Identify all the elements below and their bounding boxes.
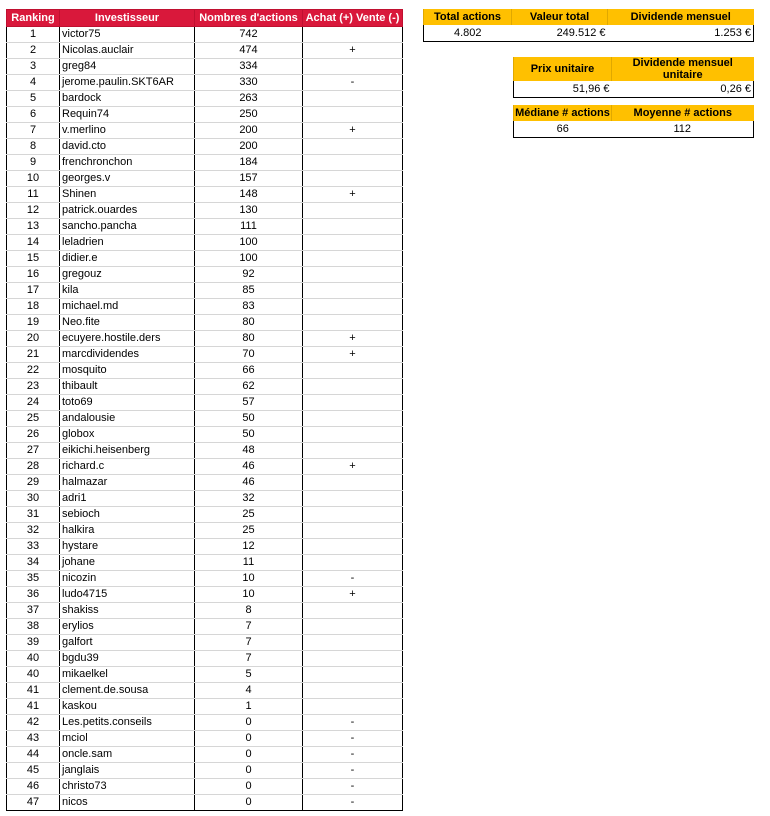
monthly-dividend-value[interactable]: 1.253 € [608,25,754,42]
shares-cell[interactable]: 66 [195,363,303,379]
table-row [7,763,403,779]
table-row [7,587,403,603]
shares-cell[interactable]: 250 [195,107,303,123]
investor-cell[interactable]: frenchronchon [60,155,195,171]
trade-cell[interactable] [303,251,403,267]
investor-cell[interactable]: leladrien [60,235,195,251]
shares-cell[interactable]: 48 [195,443,303,459]
trade-cell[interactable] [303,139,403,155]
table-row [7,123,403,139]
shares-cell[interactable]: 148 [195,187,303,203]
investor-cell[interactable]: halmazar [60,475,195,491]
shares-cell[interactable]: 32 [195,491,303,507]
shares-cell[interactable]: 334 [195,59,303,75]
rank-cell[interactable]: 21 [7,347,60,363]
table-row [7,235,403,251]
investor-cell[interactable]: Les.petits.conseils [60,715,195,731]
header-monthly-dividend: Dividende mensuel [608,9,754,25]
table-row [7,187,403,203]
shares-cell[interactable]: 46 [195,475,303,491]
investor-cell[interactable]: kila [60,283,195,299]
table-row [7,539,403,555]
rank-cell[interactable]: 31 [7,507,60,523]
investor-cell[interactable]: patrick.ouardes [60,203,195,219]
shares-cell[interactable]: 7 [195,619,303,635]
investor-cell[interactable]: mciol [60,731,195,747]
shares-cell[interactable]: 62 [195,379,303,395]
table-row [7,299,403,315]
header-total-value: Valeur total [512,9,608,25]
investor-cell[interactable]: shakiss [60,603,195,619]
rank-cell[interactable]: 27 [7,443,60,459]
table-row [7,219,403,235]
investor-cell[interactable]: richard.c [60,459,195,475]
trade-cell[interactable] [303,27,403,43]
investor-cell[interactable]: Neo.fite [60,315,195,331]
rank-cell[interactable]: 18 [7,299,60,315]
rank-cell[interactable]: 1 [7,27,60,43]
trade-cell[interactable]: - [303,571,403,587]
rank-cell[interactable]: 34 [7,555,60,571]
shares-cell[interactable]: 25 [195,523,303,539]
investor-cell[interactable]: Shinen [60,187,195,203]
investor-cell[interactable]: jerome.paulin.SKT6AR [60,75,195,91]
shares-cell[interactable]: 184 [195,155,303,171]
investor-cell[interactable]: michael.md [60,299,195,315]
trade-cell[interactable] [303,235,403,251]
table-row [7,699,403,715]
trade-cell[interactable] [303,411,403,427]
rank-cell[interactable]: 16 [7,267,60,283]
investor-cell[interactable]: georges.v [60,171,195,187]
rank-cell[interactable]: 39 [7,635,60,651]
shares-cell[interactable]: 80 [195,315,303,331]
trade-cell[interactable] [303,475,403,491]
shares-cell[interactable]: 83 [195,299,303,315]
investor-cell[interactable]: globox [60,427,195,443]
rank-cell[interactable]: 23 [7,379,60,395]
shares-cell[interactable]: 5 [195,667,303,683]
rank-cell[interactable]: 9 [7,155,60,171]
trade-cell[interactable] [303,603,403,619]
trade-cell[interactable] [303,699,403,715]
trade-cell[interactable]: - [303,747,403,763]
median-value[interactable]: 66 [514,121,612,138]
rank-cell[interactable]: 41 [7,699,60,715]
table-row [7,571,403,587]
investor-cell[interactable]: sebioch [60,507,195,523]
trade-cell[interactable] [303,619,403,635]
rank-cell[interactable]: 38 [7,619,60,635]
trade-cell[interactable] [303,555,403,571]
table-row [7,363,403,379]
trade-cell[interactable] [303,155,403,171]
trade-cell[interactable] [303,539,403,555]
total-value-value[interactable]: 249.512 € [512,25,608,42]
rank-cell[interactable]: 6 [7,107,60,123]
shares-cell[interactable]: 0 [195,747,303,763]
trade-cell[interactable]: + [303,123,403,139]
header-ranking: Ranking [7,10,60,27]
investor-cell[interactable]: kaskou [60,699,195,715]
rank-cell[interactable]: 43 [7,731,60,747]
shares-cell[interactable]: 85 [195,283,303,299]
unit-price-value[interactable]: 51,96 € [514,81,612,98]
rank-cell[interactable]: 37 [7,603,60,619]
rank-cell[interactable]: 17 [7,283,60,299]
rank-cell[interactable]: 22 [7,363,60,379]
shares-cell[interactable]: 92 [195,267,303,283]
trade-cell[interactable] [303,219,403,235]
table-row [7,379,403,395]
header-unit-price: Prix unitaire [514,57,612,81]
trade-cell[interactable] [303,491,403,507]
trade-cell[interactable]: - [303,75,403,91]
table-row [7,395,403,411]
table-row [7,619,403,635]
trade-cell[interactable] [303,299,403,315]
table-row [7,715,403,731]
rank-cell[interactable]: 3 [7,59,60,75]
rank-cell[interactable]: 24 [7,395,60,411]
trade-cell[interactable] [303,283,403,299]
shares-cell[interactable]: 474 [195,43,303,59]
shares-cell[interactable]: 742 [195,27,303,43]
table-row [7,331,403,347]
investor-cell[interactable]: clement.de.sousa [60,683,195,699]
shares-cell[interactable]: 130 [195,203,303,219]
trade-cell[interactable]: + [303,331,403,347]
shares-cell[interactable]: 57 [195,395,303,411]
table-row [7,267,403,283]
table-row [7,603,403,619]
shares-cell[interactable]: 1 [195,699,303,715]
rank-cell[interactable]: 30 [7,491,60,507]
header-mean: Moyenne # actions [612,105,754,121]
shares-cell[interactable]: 200 [195,123,303,139]
trade-cell[interactable] [303,59,403,75]
header-trade: Achat (+) Vente (-) [303,10,403,27]
rank-cell[interactable]: 42 [7,715,60,731]
shares-cell[interactable]: 157 [195,171,303,187]
investor-cell[interactable]: sancho.pancha [60,219,195,235]
rank-cell[interactable]: 46 [7,779,60,795]
investor-cell[interactable]: thibault [60,379,195,395]
trade-cell[interactable] [303,651,403,667]
unit-dividend-value[interactable]: 0,26 € [612,81,754,98]
shares-cell[interactable]: 200 [195,139,303,155]
rank-cell[interactable]: 35 [7,571,60,587]
trade-cell[interactable] [303,363,403,379]
table-row [7,107,403,123]
investor-cell[interactable]: bardock [60,91,195,107]
rank-cell[interactable]: 8 [7,139,60,155]
shares-cell[interactable]: 7 [195,635,303,651]
table-row [7,779,403,795]
table-row [7,555,403,571]
table-row [7,155,403,171]
rank-cell[interactable]: 32 [7,523,60,539]
table-row [7,283,403,299]
table-row [7,59,403,75]
investor-cell[interactable]: v.merlino [60,123,195,139]
rank-cell[interactable]: 20 [7,331,60,347]
shares-cell[interactable]: 0 [195,715,303,731]
investor-cell[interactable]: Requin74 [60,107,195,123]
trade-cell[interactable]: + [303,459,403,475]
trade-cell[interactable] [303,443,403,459]
shares-cell[interactable]: 0 [195,779,303,795]
shares-cell[interactable]: 330 [195,75,303,91]
trade-cell[interactable]: + [303,187,403,203]
header-median: Médiane # actions [515,107,610,119]
shares-cell[interactable]: 8 [195,603,303,619]
investor-cell[interactable]: marcdividendes [60,347,195,363]
rank-cell[interactable]: 13 [7,219,60,235]
table-row [7,459,403,475]
header-shares: Nombres d'actions [195,10,303,27]
table-row [7,347,403,363]
shares-cell[interactable]: 0 [195,795,303,811]
shares-cell[interactable]: 50 [195,411,303,427]
rank-cell[interactable]: 10 [7,171,60,187]
table-row [7,139,403,155]
rank-cell[interactable]: 45 [7,763,60,779]
table-row [7,747,403,763]
table-row [7,75,403,91]
rank-cell[interactable]: 15 [7,251,60,267]
rank-cell[interactable]: 36 [7,587,60,603]
investor-cell[interactable]: bgdu39 [60,651,195,667]
header-unit-dividend: Dividende mensuel unitaire [612,57,754,81]
rank-cell[interactable]: 25 [7,411,60,427]
investor-cell[interactable]: Nicolas.auclair [60,43,195,59]
rank-cell[interactable]: 44 [7,747,60,763]
table-row [7,507,403,523]
trade-cell[interactable]: - [303,795,403,811]
shares-cell[interactable]: 111 [195,219,303,235]
table-row [7,523,403,539]
investor-cell[interactable]: nicozin [60,571,195,587]
investor-cell[interactable]: halkira [60,523,195,539]
investor-cell[interactable]: mosquito [60,363,195,379]
trade-cell[interactable] [303,507,403,523]
trade-cell[interactable] [303,107,403,123]
investor-cell[interactable]: mikaelkel [60,667,195,683]
table-row [7,27,403,43]
shares-cell[interactable]: 11 [195,555,303,571]
investor-cell[interactable]: ludo4715 [60,587,195,603]
unit-box [513,57,754,98]
mean-value[interactable]: 112 [612,121,754,138]
shares-cell[interactable]: 7 [195,651,303,667]
ranking-table [6,9,403,811]
rank-cell[interactable]: 12 [7,203,60,219]
trade-cell[interactable] [303,667,403,683]
trade-cell[interactable] [303,395,403,411]
table-row [7,411,403,427]
trade-cell[interactable]: + [303,347,403,363]
investor-cell[interactable]: andalousie [60,411,195,427]
rank-cell[interactable]: 2 [7,43,60,59]
investor-cell[interactable]: oncle.sam [60,747,195,763]
table-row [7,475,403,491]
investor-cell[interactable]: david.cto [60,139,195,155]
shares-cell[interactable]: 4 [195,683,303,699]
shares-cell[interactable]: 70 [195,347,303,363]
trade-cell[interactable] [303,635,403,651]
rank-cell[interactable]: 40 [7,667,60,683]
shares-cell[interactable]: 25 [195,507,303,523]
rank-cell[interactable]: 4 [7,75,60,91]
trade-cell[interactable] [303,379,403,395]
investor-cell[interactable]: christo73 [60,779,195,795]
trade-cell[interactable] [303,91,403,107]
trade-cell[interactable]: - [303,715,403,731]
investor-cell[interactable]: victor75 [60,27,195,43]
investor-cell[interactable]: erylios [60,619,195,635]
table-row [7,91,403,107]
ranking-body [7,27,403,811]
shares-cell[interactable]: 263 [195,91,303,107]
table-row [7,171,403,187]
rank-cell[interactable]: 5 [7,91,60,107]
investor-cell[interactable]: eikichi.heisenberg [60,443,195,459]
totals-box [423,9,754,42]
investor-cell[interactable]: ecuyere.hostile.ders [60,331,195,347]
shares-cell[interactable]: 46 [195,459,303,475]
rank-cell[interactable]: 19 [7,315,60,331]
investor-cell[interactable]: johane [60,555,195,571]
investor-cell[interactable]: janglais [60,763,195,779]
trade-cell[interactable] [303,315,403,331]
shares-cell[interactable]: 50 [195,427,303,443]
header-total-shares: Total actions [424,9,512,25]
rank-cell[interactable]: 47 [7,795,60,811]
trade-cell[interactable] [303,683,403,699]
table-row [7,651,403,667]
table-row [7,203,403,219]
trade-cell[interactable] [303,171,403,187]
shares-cell[interactable]: 100 [195,251,303,267]
rank-cell[interactable]: 14 [7,235,60,251]
investor-cell[interactable]: hystare [60,539,195,555]
table-row [7,795,403,811]
table-row [7,667,403,683]
investor-cell[interactable]: adri1 [60,491,195,507]
trade-cell[interactable]: + [303,43,403,59]
investor-cell[interactable]: gregouz [60,267,195,283]
trade-cell[interactable]: + [303,587,403,603]
table-row [7,427,403,443]
rank-cell[interactable]: 29 [7,475,60,491]
rank-cell[interactable]: 11 [7,187,60,203]
total-shares-value[interactable]: 4.802 [424,25,512,42]
shares-cell[interactable]: 10 [195,571,303,587]
investor-cell[interactable]: greg84 [60,59,195,75]
rank-cell[interactable]: 7 [7,123,60,139]
investor-cell[interactable]: galfort [60,635,195,651]
rank-cell[interactable]: 26 [7,427,60,443]
ranking-header-row [7,10,403,27]
trade-cell[interactable]: - [303,779,403,795]
trade-cell[interactable] [303,523,403,539]
header-investor: Investisseur [60,10,195,27]
shares-cell[interactable]: 10 [195,587,303,603]
shares-cell[interactable]: 0 [195,763,303,779]
investor-cell[interactable]: didier.e [60,251,195,267]
table-row [7,315,403,331]
trade-cell[interactable]: - [303,763,403,779]
table-row [7,443,403,459]
table-row [7,731,403,747]
trade-cell[interactable]: - [303,731,403,747]
table-row [7,251,403,267]
shares-cell[interactable]: 80 [195,331,303,347]
table-row [7,491,403,507]
stats-box [513,105,754,138]
trade-cell[interactable] [303,267,403,283]
shares-cell[interactable]: 0 [195,731,303,747]
investor-cell[interactable]: nicos [60,795,195,811]
table-row [7,43,403,59]
rank-cell[interactable]: 28 [7,459,60,475]
rank-cell[interactable]: 41 [7,683,60,699]
table-row [7,635,403,651]
rank-cell[interactable]: 40 [7,651,60,667]
rank-cell[interactable]: 33 [7,539,60,555]
shares-cell[interactable]: 100 [195,235,303,251]
trade-cell[interactable] [303,427,403,443]
table-row [7,683,403,699]
trade-cell[interactable] [303,203,403,219]
investor-cell[interactable]: toto69 [60,395,195,411]
shares-cell[interactable]: 12 [195,539,303,555]
